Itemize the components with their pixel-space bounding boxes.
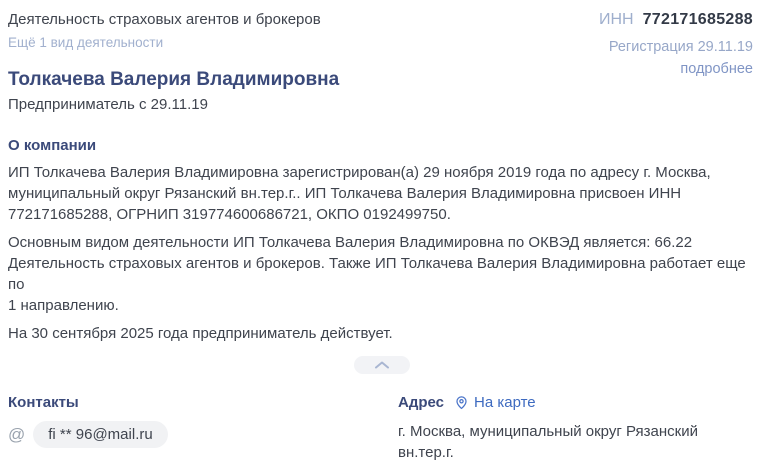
- about-paragraph-okved: Основным видом деятельности ИП Толкачева Валерия Владимировна по ОКВЭД является: 66.22 Деятельность страховых агентов и брокеров. Также ИП Толкачева Валерия Владимировна работает еще по 1 направлению.: [8, 234, 746, 314]
- address-header: [398, 393, 755, 412]
- registration-date: Регистрация 29.11.19: [608, 39, 753, 55]
- chevron-up-icon: [374, 361, 390, 369]
- entrepreneur-name-title: Толкачева Валерия Владимировна: [8, 69, 340, 90]
- entrepreneur-since-subtitle: Предприниматель с 29.11.19: [8, 96, 208, 113]
- main-activity-text: Деятельность страховых агентов и брокеров: [8, 11, 321, 28]
- masked-email-pill[interactable]: fi ** 96@mail.ru: [33, 421, 167, 448]
- address-section: [398, 393, 755, 463]
- about-section-title: О компании: [8, 137, 97, 154]
- address-value: г. Москва, муниципальный округ Рязанский вн.тер.г.: [398, 423, 698, 461]
- profile-header-left: [8, 9, 339, 115]
- collapse-button[interactable]: [354, 356, 410, 374]
- bottom-section: [8, 393, 755, 463]
- more-activities-link[interactable]: Ещё 1 вид деятельности: [8, 35, 164, 50]
- at-sign-icon: @: [8, 424, 26, 444]
- on-map-link[interactable]: [454, 393, 536, 412]
- map-pin-icon: [454, 395, 469, 410]
- contacts-section: [8, 393, 398, 463]
- about-paragraph-registration: ИП Толкачева Валерия Владимировна зарегистрирован(а) 29 ноября 2019 года по адресу г. Москва, муниципальный округ Рязанский вн.тер.г.. ИП Толкачева Валерия Владимировна присвоен ИНН 772171685288, ОГРНИП 319774600686721, ОКПО 0192499750.: [8, 164, 711, 223]
- inn-label: ИНН: [599, 11, 634, 28]
- on-map-link-label: На карте: [474, 394, 536, 411]
- about-section: [8, 136, 755, 374]
- profile-header: [8, 9, 755, 115]
- collapse-row: [8, 356, 755, 374]
- profile-header-right: [599, 9, 755, 79]
- inn-value: 772171685288: [642, 11, 753, 28]
- inn-row: [599, 9, 753, 30]
- details-link[interactable]: подробнее: [680, 61, 753, 77]
- about-paragraph-status: На 30 сентября 2025 года предприниматель действует.: [8, 325, 393, 342]
- address-section-title: Адрес: [398, 394, 445, 411]
- email-row: [8, 421, 398, 448]
- contacts-section-title: Контакты: [8, 394, 79, 411]
